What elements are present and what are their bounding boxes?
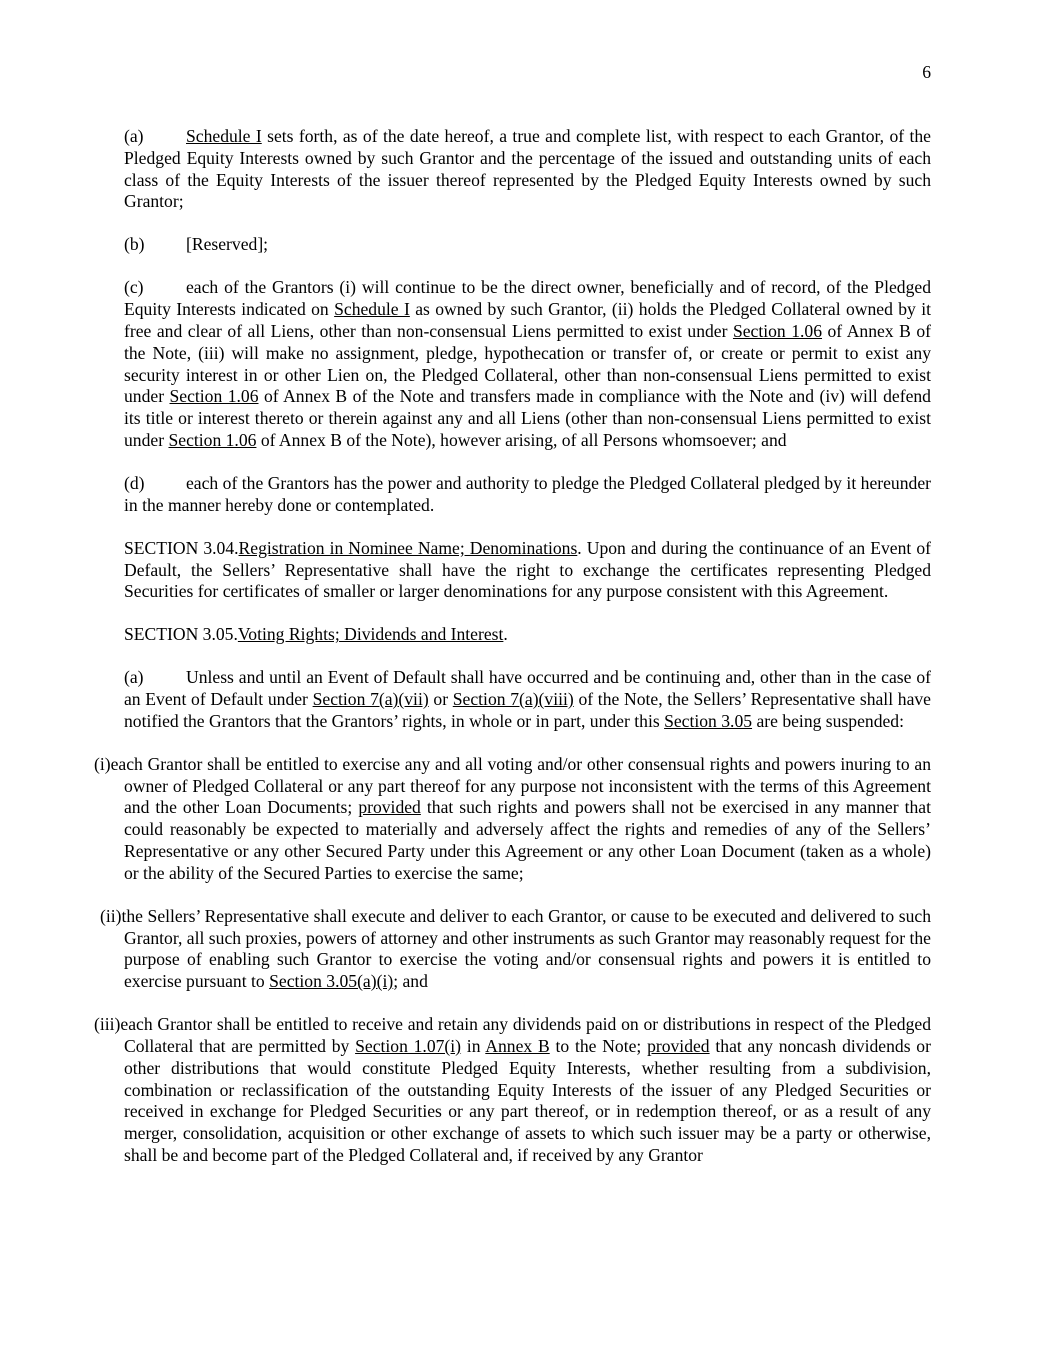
section-3-05-a-label: (a)	[124, 667, 144, 688]
section-reference: Section 1.07(i)	[355, 1035, 462, 1056]
paragraph-d	[124, 473, 931, 517]
section-3-04-text: . Upon and during the continuance of an Event of Default, the Sellers’ Representative shall have the right to exchange the certificates representing Pledged Securities for certificates of smaller or larger denominations for any purpose consistent with this Agreement.	[124, 537, 931, 602]
paragraph-c	[124, 277, 931, 451]
section-title: Voting Rights; Dividends and Interest	[237, 624, 504, 645]
paragraph-d-label: (d)	[124, 472, 145, 493]
section-reference: Section 1.06	[168, 429, 257, 450]
clause-ii-label: (ii)	[100, 905, 122, 926]
paragraph-c-text-2: as owned by such Grantor, (ii) holds the Pledged Collateral owned by it free and clear of all Liens, other than non-consensual Liens permitted to exist under	[124, 299, 932, 341]
clause-ii-text-1: the Sellers’ Representative shall execute and deliver to each Grantor, or cause to be executed and delivered to such Grantor, all such proxies, powers of attorney and other instruments as such Grantor may reasonably request for the purpose of enabling such Grantor to exercise the voting and/or consensual rights and powers it is entitled to exercise pursuant to	[121, 905, 931, 992]
paragraph-c-text-4: of Annex B of the Note and transfers made in compliance with the Note and (iv) will defend its title or interest thereto or therein against any and all Liens (other than non-consensual Liens permitted to exist under	[124, 386, 931, 450]
section-3-05-heading	[124, 624, 931, 646]
document-body	[94, 126, 932, 1188]
section-3-05-a-text-4: are being suspended:	[752, 710, 904, 731]
section-reference: Section 7(a)(vii)	[312, 689, 429, 710]
clause-i-text-2: that such rights and powers shall not be exercised in any manner that could reasonably be expected to materially and adversely affect the rights and remedies of any of the Sellers’ Representative or any other Secured Party under this Agreement or any other Loan Document (taken as a whole) or the ability of the Secured Parties to exercise the same;	[124, 797, 931, 883]
section-reference: Section 1.06	[169, 386, 259, 407]
section-number: SECTION 3.05.	[124, 624, 238, 645]
paragraph-a-label: (a)	[124, 126, 144, 146]
paragraph-c-label: (c)	[124, 277, 144, 298]
clause-iii-text-3: to the Note;	[549, 1035, 648, 1056]
section-3-05-a-text-1: Unless and until an Event of Default shall have occurred and be continuing and, other than in the case of an Event of Default under	[124, 667, 931, 710]
section-number: SECTION 3.04.	[124, 537, 239, 558]
clause-i	[94, 753, 931, 885]
paragraph-c-text-3: of Annex B of the Note, (iii) will make no assignment, pledge, hypothecation or transfer of, or create or permit to exist any security interest in or other Lien on, the Pledged Collateral, other than non-consensual Liens permitted to exist under	[124, 320, 931, 407]
clause-iii-text-4: that any noncash dividends or other distributions that would constitute Pledged Equity Interests, whether resulting from a subdivision, combination or reclassification of the outstanding Equity Interests of the issuer of any Pledged Securities or received in exchange for Pledged Securities or any part thereof, or in redemption thereof, or as a result of any merger, consolidation, acquisition or other exchange of assets to which such issuer may be a party or otherwise, shall be and become part of the Pledged Collateral and, if received by any Grantor	[124, 1035, 931, 1165]
paragraph-a-text: sets forth, as of the date hereof, a true and complete list, with respect to each Grantor, of the Pledged Equity Interests owned by such Grantor and the percentage of the issued and outstanding units of each class of the Equity Interests of the issuer thereof represented by the Pledged Equity Interests owned by such Grantor;	[124, 126, 931, 212]
section-reference: Section 3.05(a)(i)	[269, 971, 394, 992]
paragraph-b-label: (b)	[124, 234, 145, 255]
schedule-i-reference: Schedule I	[186, 126, 262, 146]
paragraph-b	[124, 234, 931, 256]
page-number: 6	[922, 62, 931, 82]
paragraph-a	[124, 126, 931, 213]
clause-iii	[94, 1014, 931, 1167]
provided-term: provided	[647, 1035, 710, 1056]
clause-iii-text-2: in	[461, 1035, 486, 1056]
clause-i-label: (i)	[94, 753, 111, 774]
section-reference: Section 7(a)(viii)	[452, 689, 574, 710]
clause-iii-text-1: each Grantor shall be entitled to receive and retain any dividends paid on or distributions in respect of the Pledged Collateral that are permitted by	[120, 1014, 931, 1056]
schedule-i-reference: Schedule I	[334, 299, 410, 320]
provided-term: provided	[358, 797, 421, 818]
section-3-05-a-text-3: of the Note, the Sellers’ Representative shall have notified the Grantors that the Grantors’ rights, in whole or in part, under this	[124, 689, 931, 731]
clause-ii-text-2: ; and	[393, 971, 428, 992]
section-reference: Section 3.05	[664, 710, 753, 731]
section-3-05-a	[124, 667, 931, 732]
annex-reference: Annex B	[485, 1035, 550, 1056]
section-3-04	[124, 538, 931, 603]
clause-ii	[100, 905, 931, 993]
section-reference: Section 1.06	[732, 320, 823, 341]
section-3-05-a-text-2: or	[428, 689, 453, 710]
paragraph-d-text: each of the Grantors has the power and authority to pledge the Pledged Collateral pledged by it hereunder in the manner hereby done or contemplated.	[124, 472, 931, 515]
clause-iii-label: (iii)	[94, 1014, 121, 1035]
clause-i-text-1: each Grantor shall be entitled to exercise any and all voting and/or other consensual rights and powers inuring to an owner of Pledged Collateral or any part thereof for any purpose not inconsistent with the terms of this Agreement and the other Loan Documents;	[110, 753, 931, 818]
section-title: Registration in Nominee Name; Denominations	[238, 537, 578, 558]
section-heading-period: .	[503, 624, 508, 645]
paragraph-c-text-5: of Annex B of the Note), however arising, of all Persons whomsoever; and	[256, 429, 787, 450]
paragraph-b-text: [Reserved];	[186, 234, 269, 255]
paragraph-c-text-1: each of the Grantors (i) will continue to be the direct owner, beneficially and of record, of the Pledged Equity Interests indicated on	[124, 277, 931, 320]
